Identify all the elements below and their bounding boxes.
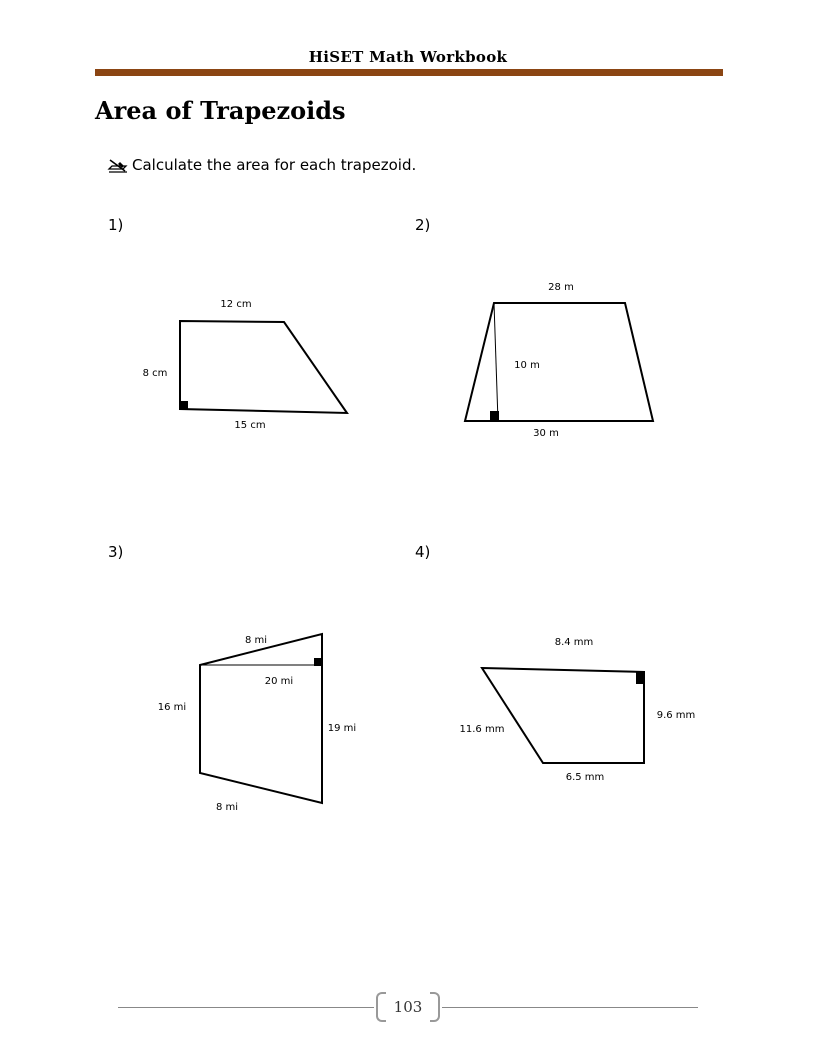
label-height: 8 cm xyxy=(142,368,168,379)
page-number: 103 xyxy=(393,998,423,1016)
height-line xyxy=(494,303,498,421)
label-bottom-base: 30 m xyxy=(533,428,559,439)
right-angle-marker xyxy=(490,411,499,420)
label-right-base: 19 mi xyxy=(327,723,357,734)
instruction-text: Calculate the area for each trapezoid. xyxy=(132,156,417,174)
header-title: HiSET Math Workbook xyxy=(308,48,508,66)
trapezoid-1 xyxy=(143,299,347,431)
trapezoid-3 xyxy=(158,634,356,813)
label-bottom-base: 6.5 mm xyxy=(565,772,605,783)
trapezoid-4 xyxy=(460,637,696,783)
problem-number-1: 1) xyxy=(108,216,124,234)
footer-line-left xyxy=(118,1007,374,1008)
problem-number-4: 4) xyxy=(415,543,431,561)
label-bottom-base: 15 cm xyxy=(234,420,266,431)
label-top-base: 12 cm xyxy=(220,299,252,310)
label-left-base: 16 mi xyxy=(157,702,187,713)
label-height: 9.6 mm xyxy=(656,710,696,721)
label-top-base: 28 m xyxy=(548,282,574,293)
right-angle-marker xyxy=(314,658,322,666)
right-angle-marker xyxy=(636,672,644,684)
page-title: Area of Trapezoids xyxy=(95,96,346,125)
label-bottom-side: 8 mi xyxy=(215,802,239,813)
footer-line-right xyxy=(442,1007,698,1008)
trapezoid-2 xyxy=(465,282,653,439)
label-height: 20 mi xyxy=(264,676,294,687)
label-top-base: 8.4 mm xyxy=(554,637,594,648)
problem-number-2: 2) xyxy=(415,216,431,234)
right-angle-marker xyxy=(180,401,188,409)
problem-number-3: 3) xyxy=(108,543,124,561)
label-slant-side: 11.6 mm xyxy=(459,724,505,735)
label-top-side: 8 mi xyxy=(244,635,268,646)
label-height: 10 m xyxy=(514,360,540,371)
